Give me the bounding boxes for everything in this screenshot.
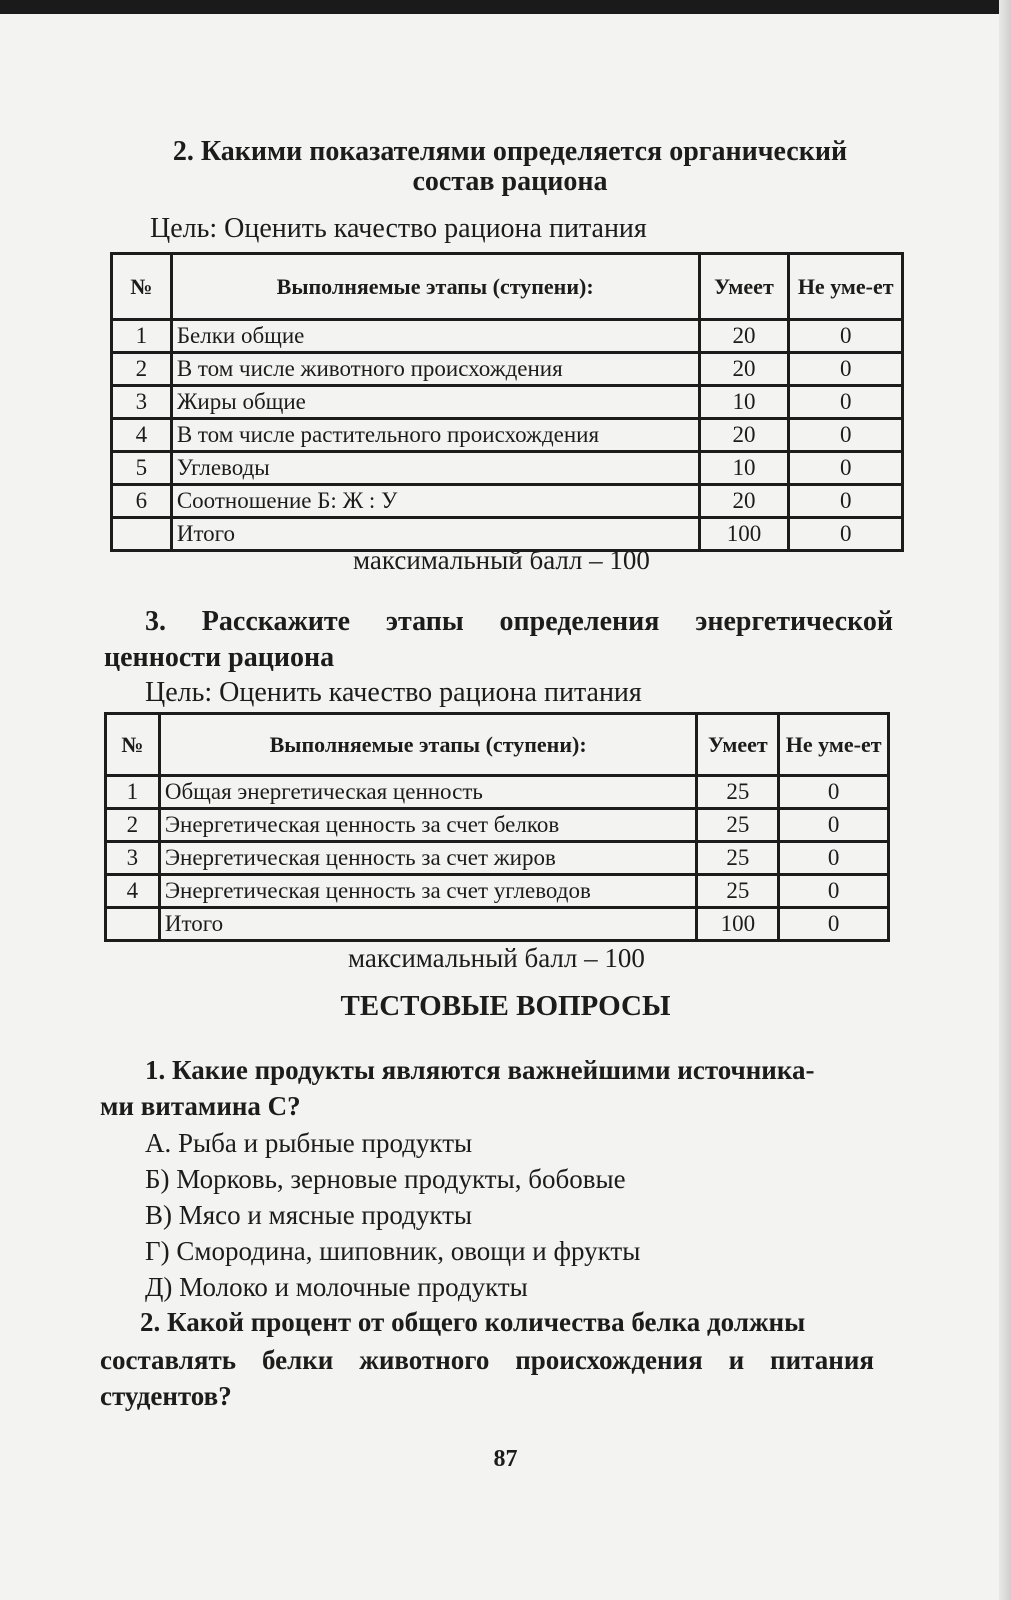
row-cannot-score: 0: [779, 908, 889, 941]
row-number: 6: [112, 485, 172, 518]
row-step: Итого: [171, 518, 699, 551]
section2-table: [110, 252, 904, 552]
table-row: [112, 485, 903, 518]
table-row: [112, 452, 903, 485]
row-number: 2: [106, 809, 160, 842]
question1-option-d: Г) Смородина, шиповник, овощи и фрукты: [145, 1236, 641, 1266]
col-header-cannot: Не уме-ет: [779, 714, 889, 776]
question1-option-c: В) Мясо и мясные продукты: [145, 1200, 473, 1230]
question1-line2: ми витамина С?: [100, 1091, 301, 1121]
row-step: Общая энергетическая ценность: [159, 776, 697, 809]
row-cannot-score: 0: [789, 452, 903, 485]
section3-max-score: максимальный балл – 100: [348, 943, 645, 973]
row-cannot-score: 0: [789, 419, 903, 452]
question1-line1: 1. Какие продукты являются важнейшими источника-: [145, 1055, 815, 1085]
question2-line3: студентов?: [100, 1381, 232, 1411]
row-cannot-score: 0: [779, 842, 889, 875]
row-cannot-score: 0: [789, 353, 903, 386]
row-number: 5: [112, 452, 172, 485]
row-cannot-score: 0: [779, 776, 889, 809]
question2-line2: составлять белки животного происхождения и питания: [100, 1345, 874, 1375]
row-step: Углеводы: [171, 452, 699, 485]
row-can-score: 20: [699, 419, 789, 452]
row-can-score: 100: [699, 518, 789, 551]
scan-right-edge: [999, 0, 1011, 1600]
table-row: [106, 776, 889, 809]
row-number: [106, 908, 160, 941]
row-can-score: 20: [699, 485, 789, 518]
row-cannot-score: 0: [789, 386, 903, 419]
col-header-can: Умеет: [697, 714, 779, 776]
row-step: Энергетическая ценность за счет жиров: [159, 842, 697, 875]
row-number: 3: [106, 842, 160, 875]
row-step: В том числе растительного происхождения: [171, 419, 699, 452]
table-row: [106, 875, 889, 908]
col-header-can: Умеет: [699, 254, 789, 320]
table-row: [106, 809, 889, 842]
question1-option-b: Б) Морковь, зерновые продукты, бобовые: [145, 1164, 626, 1194]
row-can-score: 100: [697, 908, 779, 941]
row-cannot-score: 0: [789, 320, 903, 353]
row-step: Итого: [159, 908, 697, 941]
col-header-number: №: [106, 714, 160, 776]
row-step: Жиры общие: [171, 386, 699, 419]
row-can-score: 20: [699, 320, 789, 353]
row-cannot-score: 0: [789, 518, 903, 551]
row-number: 2: [112, 353, 172, 386]
row-can-score: 25: [697, 875, 779, 908]
row-step: В том числе животного происхождения: [171, 353, 699, 386]
question1-option-e: Д) Молоко и молочные продукты: [145, 1272, 528, 1302]
row-can-score: 10: [699, 386, 789, 419]
row-cannot-score: 0: [789, 485, 903, 518]
col-header-cannot: Не уме-ет: [789, 254, 903, 320]
row-step: Энергетическая ценность за счет белков: [159, 809, 697, 842]
section3-title-line1: 3. Расскажите этапы определения энергетической: [145, 606, 893, 637]
section3-table: [104, 712, 890, 942]
table-row: [112, 386, 903, 419]
tests-title: ТЕСТОВЫЕ ВОПРОСЫ: [340, 990, 671, 1022]
row-number: 4: [106, 875, 160, 908]
col-header-number: №: [112, 254, 172, 320]
section2-title-line2: состав рациона: [412, 166, 608, 197]
question2-line1: 2. Какой процент от общего количества белка должны: [140, 1307, 806, 1337]
section3-goal: Цель: Оценить качество рациона питания: [145, 677, 642, 708]
section2-max-score: максимальный балл – 100: [353, 545, 650, 575]
table-row: [106, 842, 889, 875]
page-number: 87: [493, 1446, 518, 1472]
row-cannot-score: 0: [779, 875, 889, 908]
row-number: [112, 518, 172, 551]
row-step: Энергетическая ценность за счет углеводов: [159, 875, 697, 908]
row-number: 3: [112, 386, 172, 419]
question1-option-a: А. Рыба и рыбные продукты: [145, 1128, 473, 1158]
row-can-score: 20: [699, 353, 789, 386]
section2-title-line1: 2. Какими показателями определяется органический: [172, 136, 848, 167]
row-number: 4: [112, 419, 172, 452]
scan-top-edge: [0, 0, 1011, 14]
row-number: 1: [112, 320, 172, 353]
table-row: [106, 908, 889, 941]
section2-goal: Цель: Оценить качество рациона питания: [150, 213, 647, 244]
row-cannot-score: 0: [779, 809, 889, 842]
row-can-score: 25: [697, 809, 779, 842]
row-can-score: 10: [699, 452, 789, 485]
row-step: Соотношение Б: Ж : У: [171, 485, 699, 518]
table-row: [112, 353, 903, 386]
row-can-score: 25: [697, 842, 779, 875]
table-row: [112, 419, 903, 452]
table-row: [112, 320, 903, 353]
col-header-steps: Выполняемые этапы (ступени):: [159, 714, 697, 776]
row-number: 1: [106, 776, 160, 809]
row-can-score: 25: [697, 776, 779, 809]
section3-title-line2: ценности рациона: [104, 642, 335, 673]
row-step: Белки общие: [171, 320, 699, 353]
col-header-steps: Выполняемые этапы (ступени):: [171, 254, 699, 320]
